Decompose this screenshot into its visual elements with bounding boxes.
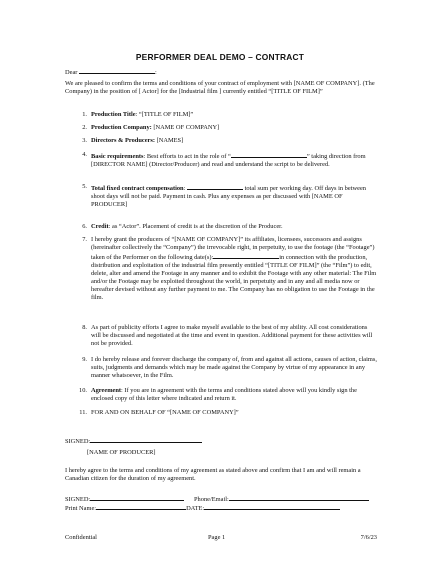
document-title: PERFORMER DEAL DEMO – CONTRACT <box>135 52 305 62</box>
dear-label: Dear <box>65 69 78 76</box>
performer-signature-blank <box>90 494 184 501</box>
print-name-row: Print Name: DATE: <box>65 503 377 513</box>
document-page: PERFORMER DEAL DEMO – CONTRACT Dear : We are pleased to confirm the terms and conditions of your contract of employment with [NAME OF COMPANY]. (The Company) in the position of [ Actor] for the [Industrial film ] currently entitled “[TITLE OF FILM]” 1. Production Title: “[TITLE OF FILM]” 2. Production Company: [NAME OF COMPANY] 3. Directors & Producers: [NAMES] 4. Basic requirements: Best efforts to act in the role of “ ” taking direction from [DIRECTOR NAME] (Director/Producer) and read and understand the script to be delivered. 5. Total fixed contract compensation: total sum per working day. Off days in between shoot days will not be paid. Payment in cash. Plus any expenses as per discussed with [NAME OF PRODUCER] 6. Credit: as “Actor”. Placement of credit is at the discretion of the Producer. 7. I hereby grant the producers of “[NAME OF COMPANY]” its affiliates, licensees, successors and assigns (hereinafter collectively the “Company”) the irrevocable right, in perpetuity, to use the footage (the “Footage”) taken of the Performer on the following date(s): in connection with the production, distribution and exploitation of the industrial film presently entitled “[TITLE OF FILM]” (the “Film”) to edit, delete, alter and amend the Footage in any manner and to exhibit the Footage with any other material: The Film and/or the Footage may be exploited throughout the world, in perpetuity and in any and all media now or hereafter devised without any further payment to me. The Company has no obligation to use the Footage in the film. 8. As part of publicity efforts I agree to make myself available to the best of my ability. All cost considerations will be discussed and negotiated at the time and event in question. Additional payment for these activities will not be provided. 9. I do hereby release and forever discharge the company of, from and against all actions, causes of action, claims, suits, judgments and demands which may be made against the Company by virtue of my appearance in any manner whatsoever, in the Film. 10. Agreement: If you are in agreement with the terms and conditions stated above will you kindly sign the enclosed copy of this letter where indicated and return it. 11. FOR AND ON BEHALF OF “[NAME OF COMPANY]” SIGNED: [NAME OF PRODUCER] I hereby agree to the terms and conditions of my agreement as stated above and confirm that I am and will remain a Canadian citizen for the duration of my agreement. SIGNED: Phone/Email: Print Name: DATE: Confidential Page 1 7/6/23 <box>0 0 440 569</box>
page-number: Page 1 <box>208 534 226 541</box>
dates-blank <box>213 252 279 259</box>
compensation-blank <box>187 183 243 190</box>
item-label: Agreement <box>91 387 122 394</box>
item-label: Total fixed contract compensation <box>91 185 184 192</box>
performer-signature-row: SIGNED: Phone/Email: <box>65 494 377 504</box>
footer-confidential: Confidential <box>65 534 97 541</box>
producer-signature-blank <box>90 436 202 443</box>
agreement-paragraph: I hereby agree to the terms and conditions of my agreement as stated above and confirm that I am and will remain a Canadian citizen for the duration of my agreement. <box>65 467 361 482</box>
item-label: Production Company: <box>91 124 152 131</box>
phone-email-blank <box>229 494 369 501</box>
date-blank <box>204 503 340 510</box>
producer-signature-line: SIGNED: <box>65 436 377 446</box>
role-blank <box>231 151 307 158</box>
item-label: Credit <box>91 223 109 230</box>
item-label: Production Title <box>91 111 136 118</box>
item-label: Directors & Producers: <box>91 137 156 144</box>
recipient-blank <box>79 67 155 74</box>
item-label: Basic requirements <box>91 153 144 160</box>
page-footer <box>65 534 377 544</box>
footer-date: 7/6/23 <box>360 534 377 541</box>
salutation: Dear : <box>65 69 157 76</box>
print-name-blank <box>96 503 186 510</box>
producer-name: [NAME OF PRODUCER] <box>87 449 156 456</box>
intro-paragraph: We are pleased to confirm the terms and conditions of your contract of employment with [NAME OF COMPANY]. (The Company) in the position of [ Actor] for the [Industrial film ] currently entitled “[TITLE OF FILM]” <box>65 80 375 95</box>
